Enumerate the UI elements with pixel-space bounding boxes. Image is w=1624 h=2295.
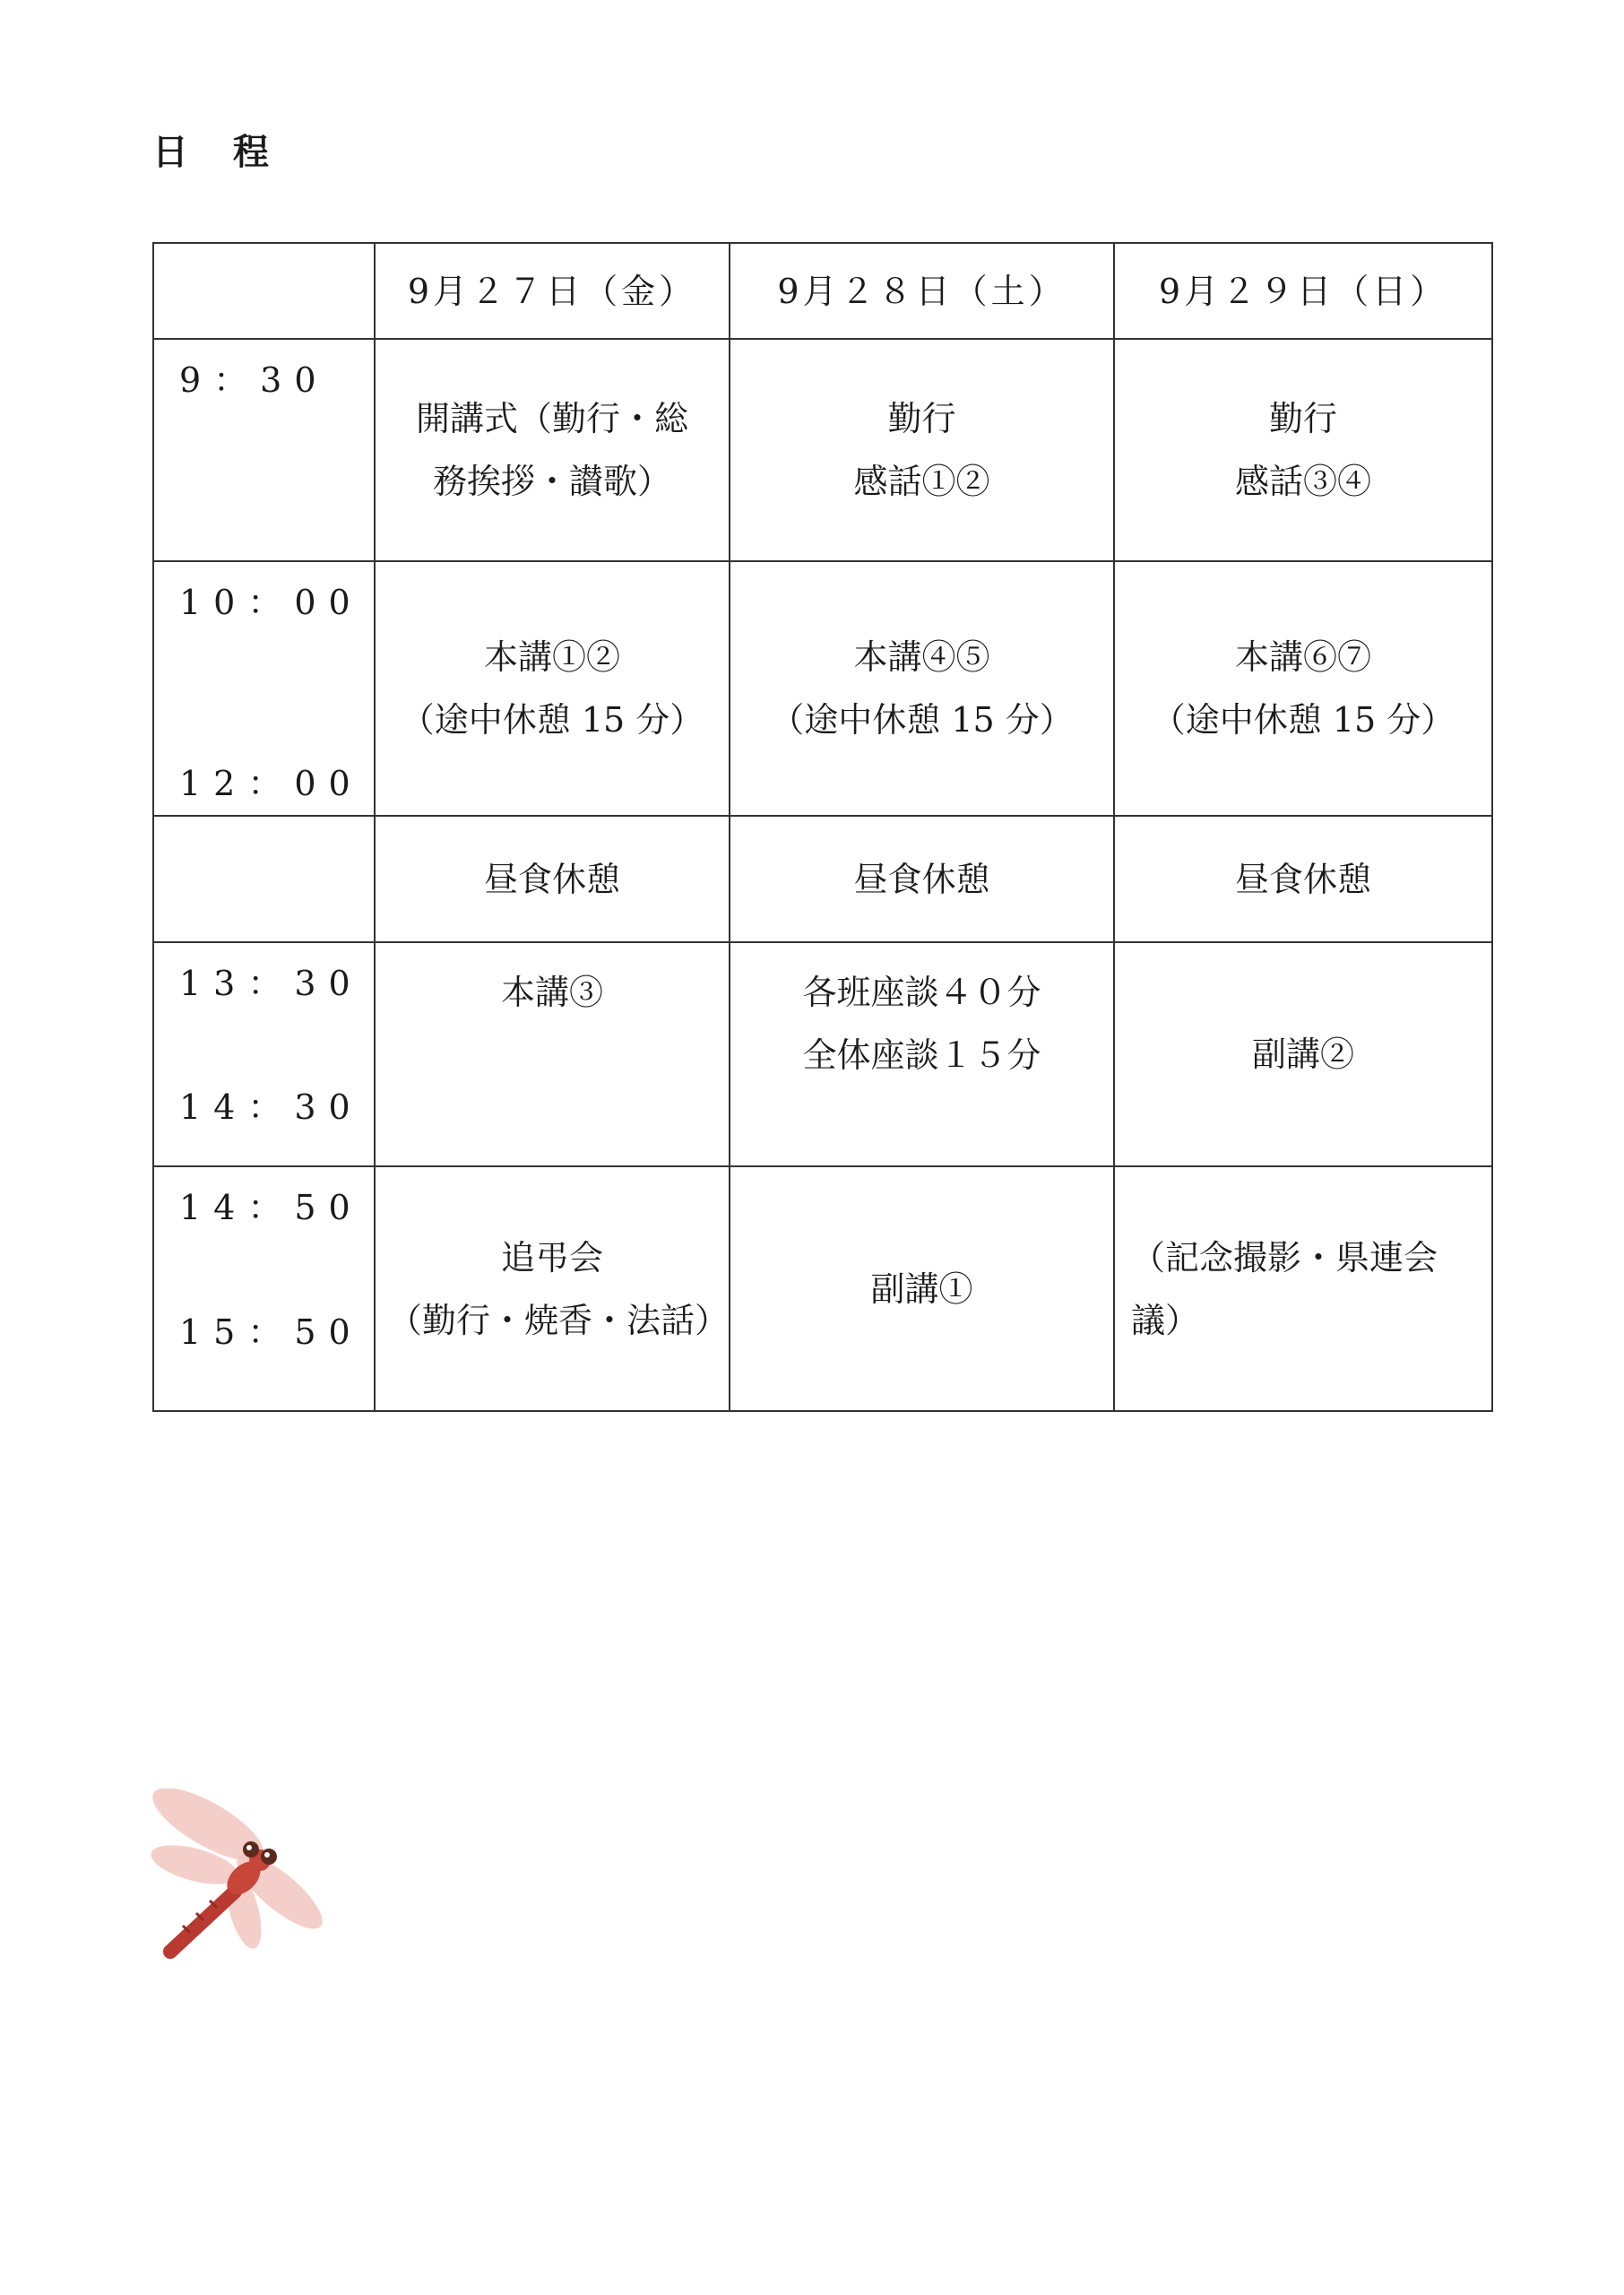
header-day-3: 9月２９日（日） bbox=[1114, 243, 1492, 339]
table-header-row bbox=[153, 243, 1492, 339]
cell-line: （勤行・焼香・法話） bbox=[388, 1300, 730, 1340]
cell-line: 副講① bbox=[870, 1269, 973, 1309]
schedule-cell bbox=[1114, 339, 1492, 561]
time-cell bbox=[153, 942, 375, 1166]
time-start: 13：30 bbox=[179, 964, 363, 1003]
dragonfly-eye-highlight bbox=[264, 1852, 270, 1858]
table-row bbox=[153, 942, 1492, 1166]
time-cell bbox=[153, 339, 375, 561]
schedule-cell bbox=[1114, 1166, 1492, 1411]
table-row bbox=[153, 561, 1492, 816]
schedule-cell bbox=[730, 561, 1114, 816]
cell-line: 務挨拶・讃歌） bbox=[432, 462, 671, 501]
cell-line: （途中休憩 15 分） bbox=[400, 700, 704, 740]
cell-line: 昼食休憩 bbox=[1234, 859, 1371, 899]
time-cell bbox=[153, 1166, 375, 1411]
table-row bbox=[153, 816, 1492, 942]
cell-line: 議） bbox=[1131, 1300, 1200, 1340]
schedule-cell bbox=[730, 339, 1114, 561]
cell-line: 昼食休憩 bbox=[483, 859, 620, 899]
cell-line: （途中休憩 15 分） bbox=[1151, 700, 1456, 740]
cell-line: 勤行 bbox=[887, 399, 956, 438]
header-corner-cell bbox=[153, 243, 375, 339]
cell-line: 感話③④ bbox=[1234, 462, 1371, 501]
cell-line: （記念撮影・県連会 bbox=[1131, 1237, 1438, 1277]
schedule-table bbox=[152, 242, 1493, 1412]
cell-line: 昼食休憩 bbox=[853, 859, 990, 899]
time-cell bbox=[153, 561, 375, 816]
dragonfly-eye-highlight bbox=[246, 1845, 252, 1850]
time-end: 14：30 bbox=[179, 1087, 363, 1127]
cell-line: 本講⑥⑦ bbox=[1234, 637, 1371, 677]
cell-line: 感話①② bbox=[853, 462, 990, 501]
schedule-cell bbox=[375, 942, 730, 1166]
schedule-cell bbox=[1114, 816, 1492, 942]
schedule-cell bbox=[375, 339, 730, 561]
cell-line: 勤行 bbox=[1268, 399, 1337, 438]
schedule-cell bbox=[1114, 942, 1492, 1166]
dragonfly-abdomen bbox=[170, 1892, 235, 1952]
schedule-cell bbox=[375, 816, 730, 942]
time-start: 9：30 bbox=[179, 360, 329, 400]
schedule-cell bbox=[730, 1166, 1114, 1411]
time-end: 15：50 bbox=[179, 1312, 363, 1352]
time-cell bbox=[153, 816, 375, 942]
cell-line: 追弔会 bbox=[500, 1237, 603, 1277]
schedule-cell bbox=[730, 816, 1114, 942]
schedule-cell bbox=[375, 1166, 730, 1411]
cell-line: 本講①② bbox=[483, 637, 620, 677]
schedule-cell bbox=[375, 561, 730, 816]
cell-line: 本講③ bbox=[500, 973, 603, 1012]
time-start: 10：00 bbox=[179, 583, 363, 622]
dragonfly-icon bbox=[145, 1788, 342, 1968]
cell-line: 副講② bbox=[1251, 1035, 1354, 1074]
cell-line: 本講④⑤ bbox=[853, 637, 990, 677]
cell-line: 各班座談４０分 bbox=[802, 973, 1041, 1012]
time-start: 14：50 bbox=[179, 1188, 363, 1227]
schedule-cell bbox=[1114, 561, 1492, 816]
header-day-2: 9月２８日（土） bbox=[730, 243, 1114, 339]
page-title: 日 程 bbox=[152, 132, 285, 173]
cell-line: 全体座談１５分 bbox=[802, 1035, 1041, 1075]
table-row bbox=[153, 1166, 1492, 1411]
time-end: 12：00 bbox=[179, 764, 363, 803]
table-row bbox=[153, 339, 1492, 561]
schedule-cell bbox=[730, 942, 1114, 1166]
cell-line: （途中休憩 15 分） bbox=[770, 700, 1074, 740]
cell-line: 開講式（勤行・総 bbox=[415, 399, 688, 438]
header-day-1: 9月２７日（金） bbox=[375, 243, 730, 339]
